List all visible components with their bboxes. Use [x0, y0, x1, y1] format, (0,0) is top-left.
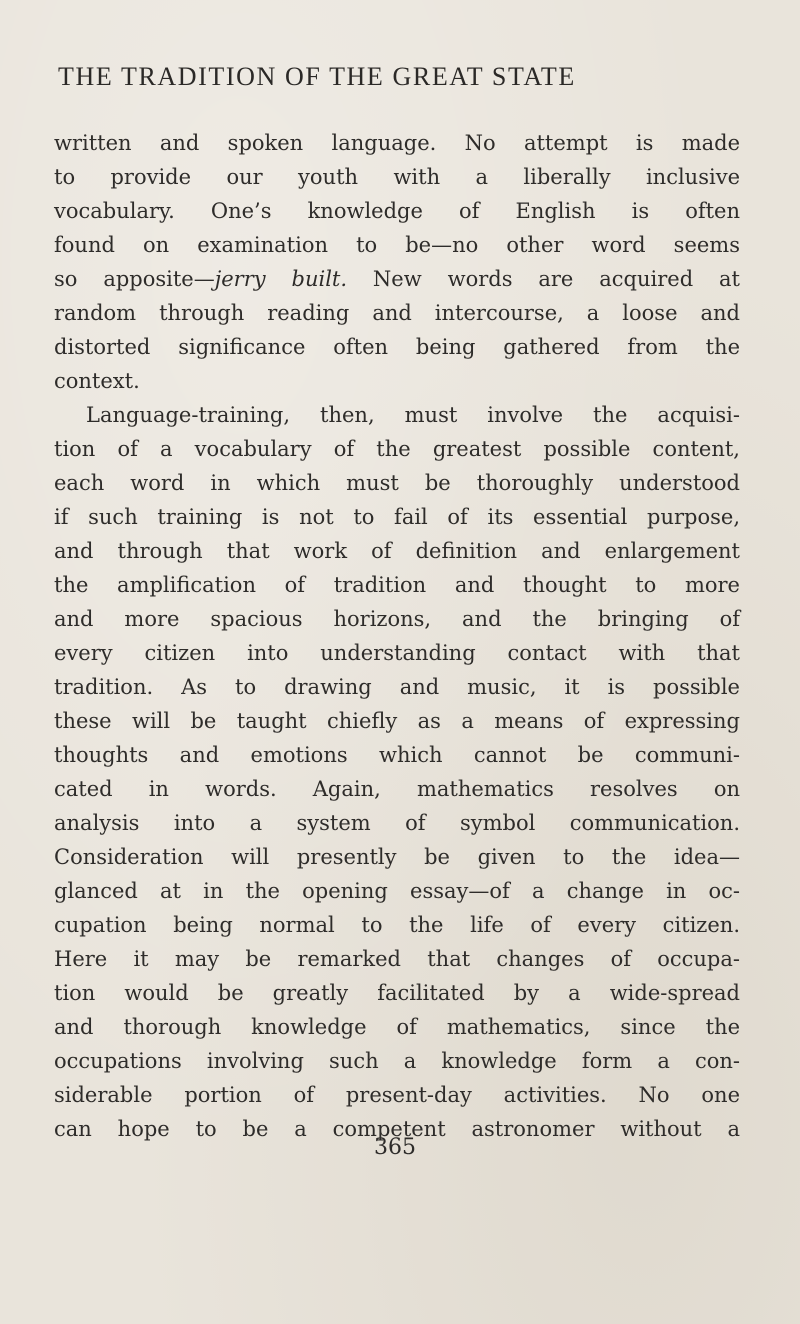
text-line: each word in which must be thoroughly understood — [54, 471, 740, 495]
text-line: can hope to be a competent astronomer without a — [54, 1117, 740, 1141]
text-line: tion of a vocabulary of the greatest possible content, — [54, 437, 740, 461]
text-line: vocabulary. One’s knowledge of English is often — [54, 199, 740, 223]
page-number: 365 — [374, 1135, 416, 1160]
italic-phrase: jerry built. — [214, 267, 348, 291]
text-line: every citizen into understanding contact with that — [54, 641, 740, 665]
text-segment: so apposite— — [54, 267, 215, 291]
text-line: random through reading and intercourse, a loose and — [54, 301, 740, 325]
text-line: and thorough knowledge of mathematics, since the — [54, 1015, 740, 1039]
text-line: thoughts and emotions which cannot be communi- — [54, 743, 740, 767]
text-line: tradition. As to drawing and music, it is possible — [54, 675, 740, 699]
text-line: to provide our youth with a liberally inclusive — [54, 165, 740, 189]
running-head: THE TRADITION OF THE GREAT STATE — [58, 62, 576, 91]
text-line-with-italic — [54, 262, 740, 296]
text-line: the amplification of tradition and thought to more — [54, 573, 740, 597]
text-line: Here it may be remarked that changes of occupa- — [54, 947, 740, 971]
text-line: Consideration will presently be given to the idea— — [54, 845, 740, 869]
text-line: and more spacious horizons, and the bringing of — [54, 607, 740, 631]
text-line: siderable portion of present-day activities. No one — [54, 1083, 740, 1107]
text-line: Language-training, then, must involve the acquisi- — [86, 403, 740, 427]
text-line: cated in words. Again, mathematics resolves on — [54, 777, 740, 801]
text-line: and through that work of definition and enlargement — [54, 539, 740, 563]
text-line: distorted significance often being gathered from the — [54, 335, 740, 359]
text-segment: New words are acquired at — [347, 267, 740, 291]
body-text — [54, 126, 740, 1146]
text-line: written and spoken language. No attempt is made — [54, 131, 740, 155]
text-line: found on examination to be—no other word seems — [54, 233, 740, 257]
text-line: occupations involving such a knowledge form a con- — [54, 1049, 740, 1073]
text-line: cupation being normal to the life of every citizen. — [54, 913, 740, 937]
text-line: analysis into a system of symbol communication. — [54, 811, 740, 835]
text-line: tion would be greatly facilitated by a wide-spread — [54, 981, 740, 1005]
text-line: if such training is not to fail of its essential purpose, — [54, 505, 740, 529]
text-line: these will be taught chiefly as a means of expressing — [54, 709, 740, 733]
text-line: context. — [54, 369, 140, 393]
text-line: glanced at in the opening essay—of a change in oc- — [54, 879, 740, 903]
